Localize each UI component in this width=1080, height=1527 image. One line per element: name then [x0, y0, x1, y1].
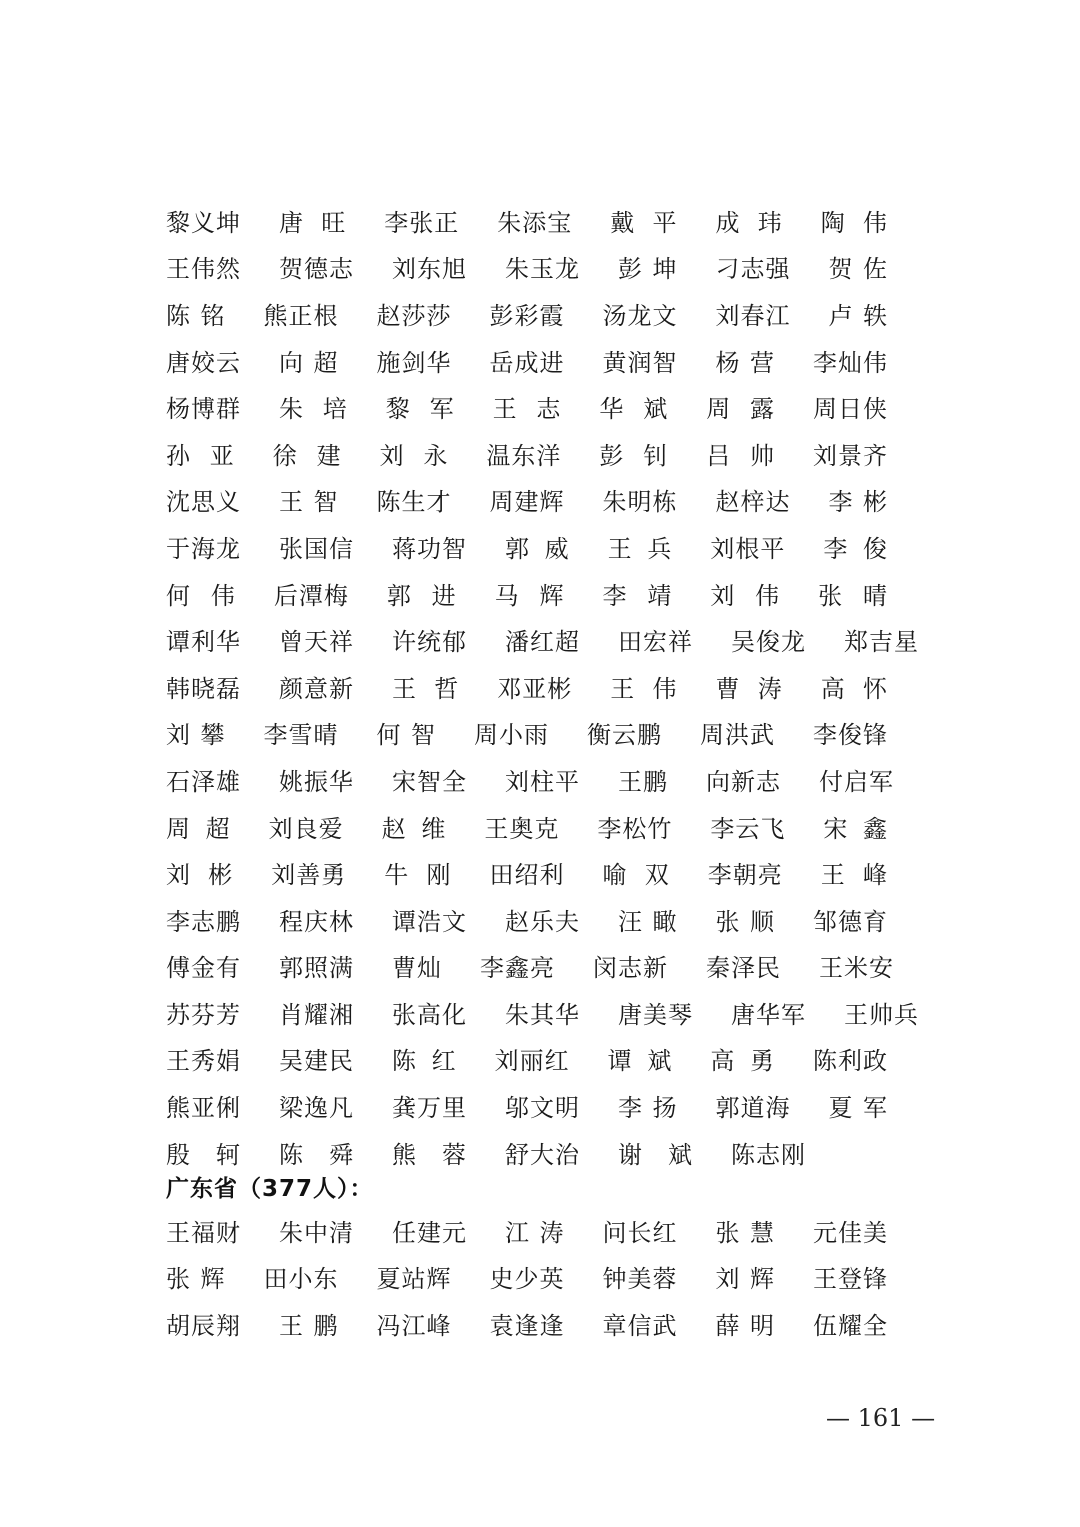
- person-name: 刘 东 旭: [392, 255, 467, 284]
- person-name: 李 志 鹏: [166, 907, 241, 936]
- person-name: 王 秀 娟: [166, 1047, 241, 1076]
- person-name: 钟 美 蓉: [602, 1265, 678, 1294]
- person-name: 孙 亚: [166, 441, 235, 470]
- person-name: 熊 亚 俐: [166, 1094, 241, 1123]
- person-name: 傅 金 有: [166, 954, 241, 983]
- person-name: 周 建 辉: [489, 488, 565, 517]
- person-name: 刘 丽 红: [494, 1047, 570, 1076]
- name-row: [166, 523, 926, 570]
- name-row: [166, 337, 926, 384]
- name-row: [166, 244, 926, 291]
- person-name: 姚 振 华: [279, 767, 354, 796]
- person-name: 张 辉: [166, 1265, 226, 1294]
- person-name: 石 泽 雄: [166, 767, 241, 796]
- name-row: [166, 1129, 926, 1176]
- person-name: 何 智: [376, 721, 436, 750]
- person-name: 沈 思 义: [166, 488, 241, 517]
- name-row: [166, 197, 926, 244]
- person-name: 牛 刚: [384, 861, 452, 890]
- person-name: 徐 建: [272, 441, 342, 470]
- person-name: 朱 添 宝: [497, 208, 573, 237]
- person-name: 王 福 财: [166, 1218, 241, 1247]
- person-name: 刘 春 江: [715, 301, 791, 330]
- person-name: 李 朝 亮: [707, 861, 783, 890]
- person-name: 周 洪 武: [700, 721, 775, 750]
- person-name: 李 扬: [618, 1094, 678, 1123]
- person-name: 王 米 安: [819, 954, 894, 983]
- person-name: 施 剑 华: [376, 348, 452, 377]
- name-row: [166, 1082, 926, 1129]
- person-name: 汤 龙 文: [602, 301, 678, 330]
- person-name: 陈 铭: [166, 301, 226, 330]
- person-name: 唐 华 军: [731, 1000, 806, 1029]
- name-row: [166, 710, 926, 757]
- person-name: 邹 德 育: [813, 907, 888, 936]
- person-name: 杨 营: [715, 348, 775, 377]
- name-row: [166, 290, 926, 337]
- person-name: 王 伟 然: [166, 255, 241, 284]
- person-name: 张 晴: [818, 581, 888, 610]
- person-name: 陈 志 刚: [731, 1140, 806, 1169]
- person-name: 李 灿 伟: [813, 348, 888, 377]
- person-name: 王 峰: [820, 861, 888, 890]
- person-name: 邬 文 明: [505, 1094, 580, 1123]
- person-name: 彭 坤: [618, 255, 678, 284]
- person-name: 元 佳 美: [813, 1218, 888, 1247]
- person-name: 夏 军: [828, 1094, 888, 1123]
- person-name: 马 辉: [494, 581, 565, 610]
- person-name: 任 建 元: [392, 1218, 467, 1247]
- person-name: 颜 意 新: [279, 674, 354, 703]
- person-name: 唐 美 琴: [618, 1000, 693, 1029]
- person-name: 王 帅 兵: [844, 1000, 919, 1029]
- person-name: 吴 建 民: [279, 1047, 354, 1076]
- person-name: 刘 根 平: [710, 534, 786, 563]
- person-name: 熊 正 根: [263, 301, 339, 330]
- person-name: 何 伟: [166, 581, 236, 610]
- person-name: 江 涛: [505, 1218, 565, 1247]
- person-name: 赵 维: [381, 814, 447, 843]
- person-name: 高 怀: [820, 674, 888, 703]
- person-name: 张 高 化: [392, 1000, 467, 1029]
- person-name: 衡 云 鹏: [587, 721, 662, 750]
- person-name: 张 国 信: [279, 534, 354, 563]
- person-name: 于 海 龙: [166, 534, 241, 563]
- person-name: 田 绍 利: [489, 861, 565, 890]
- person-name: 向 超: [279, 348, 339, 377]
- person-name: 宋 智 全: [392, 767, 467, 796]
- person-name: 谭 利 华: [166, 628, 241, 657]
- person-name: 李 张 正: [384, 208, 460, 237]
- person-name: 闵 志 新: [593, 954, 668, 983]
- person-name: 贺 佐: [828, 255, 888, 284]
- person-name: 陈 生 才: [376, 488, 452, 517]
- person-name: 戴 平: [610, 208, 678, 237]
- name-row: [166, 989, 926, 1036]
- person-name: 刘 柱 平: [505, 767, 580, 796]
- person-name: 薛 明: [715, 1311, 775, 1340]
- person-name: 冯 江 峰: [376, 1311, 452, 1340]
- person-name: 周 日 侠: [812, 395, 888, 424]
- name-row: [166, 570, 926, 617]
- person-name: 陈 红: [392, 1047, 457, 1076]
- person-name: 唐 旺: [279, 208, 347, 237]
- person-name: 付 启 军: [819, 767, 894, 796]
- person-name: 龚 万 里: [392, 1094, 467, 1123]
- person-name: 黄 润 智: [602, 348, 678, 377]
- person-name: 谭 浩 文: [392, 907, 467, 936]
- person-name: 唐 姣 云: [166, 348, 241, 377]
- person-name: 王 登 锋: [813, 1265, 888, 1294]
- name-list-guangdong: [166, 1207, 926, 1347]
- person-name: 李 靖: [602, 581, 673, 610]
- section-heading-guangdong: 广东省（377人）：: [166, 1176, 374, 1202]
- person-name: 郑 吉 星: [844, 628, 919, 657]
- person-name: 王 兵: [607, 534, 673, 563]
- person-name: 朱 培: [279, 395, 348, 424]
- person-name: 朱 明 栋: [602, 488, 678, 517]
- person-name: 陶 伟: [820, 208, 888, 237]
- person-name: 朱 中 清: [279, 1218, 354, 1247]
- person-name: 宋 鑫: [823, 814, 889, 843]
- name-row: [166, 756, 926, 803]
- name-row: [166, 849, 926, 896]
- person-name: 张 慧: [715, 1218, 775, 1247]
- person-name: 赵 乐 夫: [505, 907, 580, 936]
- person-name: 郭 道 海: [715, 1094, 791, 1123]
- person-name: 王 智: [279, 488, 339, 517]
- name-row: [166, 1207, 926, 1254]
- person-name: 喻 双: [602, 861, 670, 890]
- person-name: 李 松 竹: [597, 814, 673, 843]
- name-row: [166, 477, 926, 524]
- person-name: 王 伟: [610, 674, 678, 703]
- person-name: 李 俊: [823, 534, 889, 563]
- person-name: 刘 攀: [166, 721, 226, 750]
- person-name: 王 哲: [392, 674, 460, 703]
- person-name: 问 长 红: [602, 1218, 678, 1247]
- person-name: 潘 红 超: [505, 628, 580, 657]
- person-name: 李 鑫 亮: [480, 954, 555, 983]
- person-name: 刁 志 强: [715, 255, 791, 284]
- name-row: [166, 430, 926, 477]
- person-name: 朱 玉 龙: [505, 255, 580, 284]
- person-name: 贺 德 志: [279, 255, 354, 284]
- name-row: [166, 1036, 926, 1083]
- person-name: 刘 彬: [166, 861, 234, 890]
- page-number: — 161 —: [826, 1404, 936, 1432]
- person-name: 李 雪 晴: [263, 721, 339, 750]
- person-name: 向 新 志: [706, 767, 781, 796]
- person-name: 苏 芬 芳: [166, 1000, 241, 1029]
- person-name: 李 俊 锋: [813, 721, 888, 750]
- name-list-previous-province: [166, 197, 926, 1175]
- person-name: 刘 景 齐: [812, 441, 888, 470]
- person-name: 杨 博 群: [166, 395, 241, 424]
- person-name: 谢 斌: [618, 1140, 693, 1169]
- name-row: [166, 943, 926, 990]
- person-name: 陈 舜: [279, 1140, 354, 1169]
- person-name: 汪 瞰: [618, 907, 678, 936]
- person-name: 程 庆 林: [279, 907, 354, 936]
- person-name: 刘 良 爱: [268, 814, 344, 843]
- name-row: [166, 1254, 926, 1301]
- person-name: 赵 梓 达: [715, 488, 791, 517]
- person-name: 曹 涛: [715, 674, 783, 703]
- person-name: 王 志: [492, 395, 562, 424]
- person-name: 朱 其 华: [505, 1000, 580, 1029]
- person-name: 史 少 英: [489, 1265, 565, 1294]
- person-name: 李 彬: [828, 488, 888, 517]
- person-name: 曹 灿: [392, 954, 442, 983]
- person-name: 王 鹏: [618, 767, 668, 796]
- person-name: 后 潭 梅: [273, 581, 349, 610]
- person-name: 曾 天 祥: [279, 628, 354, 657]
- person-name: 吴 俊 龙: [731, 628, 806, 657]
- person-name: 舒 大 治: [505, 1140, 580, 1169]
- person-name: 邓 亚 彬: [497, 674, 573, 703]
- person-name: 王 奥 克: [484, 814, 560, 843]
- person-name: 田 小 东: [263, 1265, 339, 1294]
- person-name: 周 超: [166, 814, 231, 843]
- person-name: 胡 辰 翔: [166, 1311, 241, 1340]
- person-name: 郭 进: [386, 581, 457, 610]
- person-name: 李 云 飞: [710, 814, 786, 843]
- person-name: 卢 轶: [828, 301, 888, 330]
- person-name: 华 斌: [599, 395, 669, 424]
- person-name: 夏 站 辉: [376, 1265, 452, 1294]
- person-name: 韩 晓 磊: [166, 674, 241, 703]
- person-name: 谭 斌: [607, 1047, 673, 1076]
- person-name: 郭 威: [505, 534, 570, 563]
- person-name: 梁 逸 凡: [279, 1094, 354, 1123]
- person-name: 温 东 洋: [486, 441, 562, 470]
- name-row: [166, 896, 926, 943]
- person-name: 高 勇: [710, 1047, 776, 1076]
- person-name: 吕 帅: [706, 441, 775, 470]
- person-name: 肖 耀 湘: [279, 1000, 354, 1029]
- person-name: 黎 军: [385, 395, 455, 424]
- person-name: 秦 泽 民: [706, 954, 781, 983]
- person-name: 周 小 雨: [474, 721, 549, 750]
- person-name: 殷 轲: [166, 1140, 241, 1169]
- name-row: [166, 803, 926, 850]
- person-name: 张 顺: [715, 907, 775, 936]
- person-name: 章 信 武: [602, 1311, 678, 1340]
- person-name: 郭 照 满: [279, 954, 354, 983]
- person-name: 陈 利 政: [813, 1047, 889, 1076]
- name-row: [166, 1300, 926, 1347]
- person-name: 王 鹏: [279, 1311, 339, 1340]
- person-name: 赵 莎 莎: [376, 301, 452, 330]
- person-name: 彭 彩 霞: [489, 301, 565, 330]
- person-name: 成 玮: [715, 208, 783, 237]
- person-name: 许 统 郁: [392, 628, 467, 657]
- person-name: 黎 义 坤: [166, 208, 241, 237]
- person-name: 熊 蓉: [392, 1140, 467, 1169]
- person-name: 刘 善 勇: [271, 861, 347, 890]
- person-name: 田 宏 祥: [618, 628, 693, 657]
- person-name: 彭 钊: [599, 441, 669, 470]
- person-name: 袁 逢 逢: [489, 1311, 565, 1340]
- name-row: [166, 383, 926, 430]
- person-name: 刘 伟: [710, 581, 781, 610]
- person-name: 岳 成 进: [489, 348, 565, 377]
- person-name: 刘 永: [379, 441, 449, 470]
- name-row: [166, 616, 926, 663]
- person-name: 周 露: [706, 395, 775, 424]
- name-row: [166, 663, 926, 710]
- person-name: 蒋 功 智: [392, 534, 467, 563]
- person-name: 刘 辉: [715, 1265, 775, 1294]
- person-name: 伍 耀 全: [813, 1311, 888, 1340]
